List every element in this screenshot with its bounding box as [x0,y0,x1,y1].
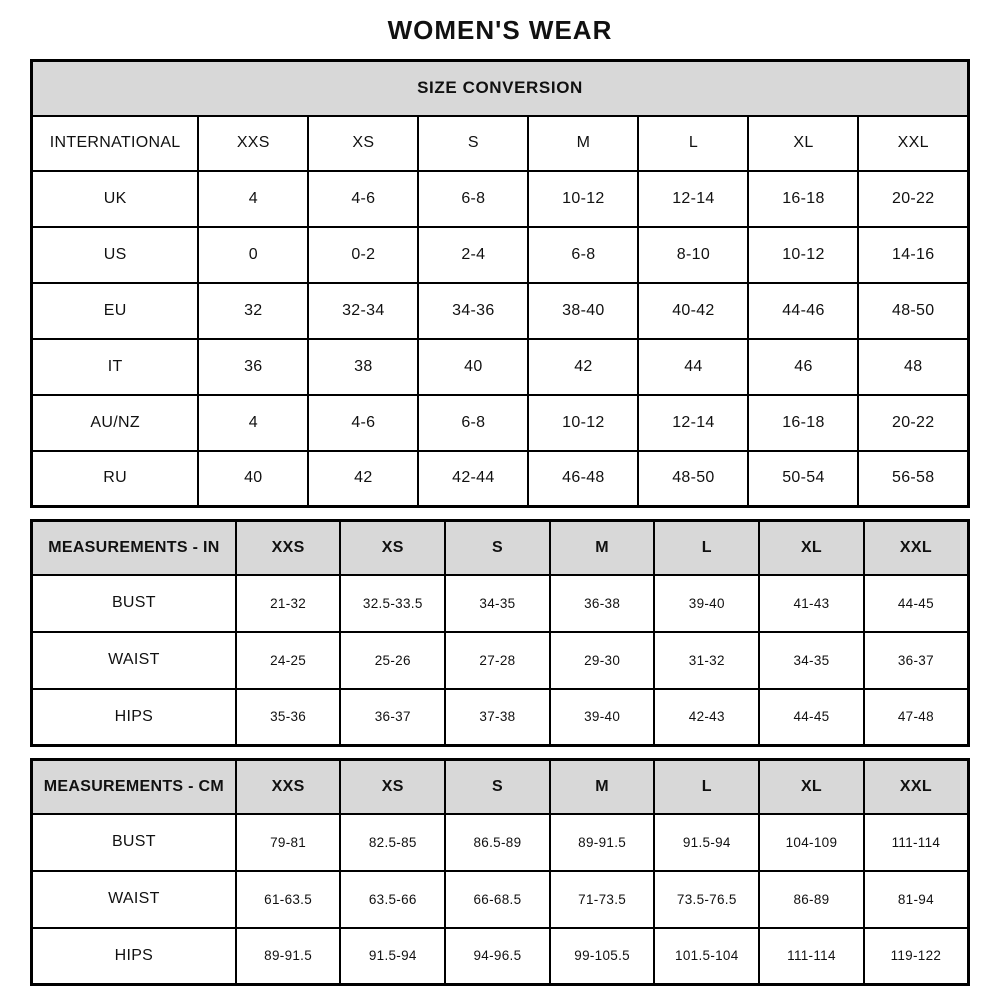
column-header-xxs: XXS [236,760,341,814]
column-header-m: M [550,521,655,575]
table-row-it [32,339,969,395]
value-cell: 21-32 [236,575,341,632]
value-cell: 42 [308,451,418,507]
value-cell: 14-16 [858,227,968,283]
value-cell: 4-6 [308,171,418,227]
row-label-ru: RU [32,451,199,507]
row-label-it: IT [32,339,199,395]
value-cell: 47-48 [864,689,969,746]
value-cell: 73.5-76.5 [654,871,759,928]
value-cell: 20-22 [858,395,968,451]
value-cell: 10-12 [748,227,858,283]
column-header-s: S [445,521,550,575]
column-header-xxs: XXS [236,521,341,575]
value-cell: 32 [198,283,308,339]
value-cell: 40 [418,339,528,395]
column-header-international: INTERNATIONAL [32,116,199,171]
value-cell: 44-45 [759,689,864,746]
value-cell: 34-36 [418,283,528,339]
value-cell: 32-34 [308,283,418,339]
column-header-l: L [654,760,759,814]
value-cell: 24-25 [236,632,341,689]
value-cell: 16-18 [748,395,858,451]
column-header-s: S [445,760,550,814]
column-header-xs: XS [308,116,418,171]
value-cell: 37-38 [445,689,550,746]
value-cell: 48-50 [638,451,748,507]
value-cell: 29-30 [550,632,655,689]
value-cell: 10-12 [528,171,638,227]
value-cell: 81-94 [864,871,969,928]
value-cell: 99-105.5 [550,928,655,985]
table-row-uk [32,171,969,227]
value-cell: 39-40 [550,689,655,746]
value-cell: 16-18 [748,171,858,227]
value-cell: 89-91.5 [236,928,341,985]
row-label-bust: BUST [32,575,236,632]
value-cell: 36-37 [864,632,969,689]
value-cell: 36-37 [340,689,445,746]
table-gap [30,508,970,519]
value-cell: 40 [198,451,308,507]
column-header-xl: XL [759,521,864,575]
value-cell: 27-28 [445,632,550,689]
measurements-in-table [30,519,970,747]
value-cell: 44-45 [864,575,969,632]
column-header-measurements-cm: MEASUREMENTS - CM [32,760,236,814]
value-cell: 6-8 [418,171,528,227]
size-conversion-body [32,171,969,507]
column-header-xxl: XXL [864,521,969,575]
value-cell: 36-38 [550,575,655,632]
value-cell: 89-91.5 [550,814,655,871]
value-cell: 94-96.5 [445,928,550,985]
table-row-hips [32,689,969,746]
table-row-bust [32,575,969,632]
value-cell: 38 [308,339,418,395]
column-header-l: L [654,521,759,575]
value-cell: 119-122 [864,928,969,985]
value-cell: 46-48 [528,451,638,507]
value-cell: 34-35 [759,632,864,689]
column-header-xs: XS [340,521,445,575]
value-cell: 91.5-94 [654,814,759,871]
value-cell: 104-109 [759,814,864,871]
column-header-xxl: XXL [858,116,968,171]
row-label-au-nz: AU/NZ [32,395,199,451]
size-conversion-header-row [32,116,969,171]
value-cell: 42 [528,339,638,395]
value-cell: 86.5-89 [445,814,550,871]
row-label-eu: EU [32,283,199,339]
row-label-waist: WAIST [32,871,236,928]
value-cell: 36 [198,339,308,395]
value-cell: 61-63.5 [236,871,341,928]
value-cell: 44 [638,339,748,395]
row-label-waist: WAIST [32,632,236,689]
value-cell: 42-44 [418,451,528,507]
value-cell: 38-40 [528,283,638,339]
value-cell: 82.5-85 [340,814,445,871]
value-cell: 25-26 [340,632,445,689]
value-cell: 86-89 [759,871,864,928]
value-cell: 111-114 [864,814,969,871]
size-conversion-banner-row [32,61,969,116]
value-cell: 71-73.5 [550,871,655,928]
column-header-l: L [638,116,748,171]
value-cell: 41-43 [759,575,864,632]
page-title: WOMEN'S WEAR [387,15,613,45]
table-row-ru [32,451,969,507]
value-cell: 48-50 [858,283,968,339]
value-cell: 4-6 [308,395,418,451]
value-cell: 101.5-104 [654,928,759,985]
value-cell: 35-36 [236,689,341,746]
size-conversion-banner: SIZE CONVERSION [32,61,969,116]
value-cell: 56-58 [858,451,968,507]
column-header-measurements-in: MEASUREMENTS - IN [32,521,236,575]
value-cell: 8-10 [638,227,748,283]
value-cell: 10-12 [528,395,638,451]
table-row-waist [32,632,969,689]
value-cell: 66-68.5 [445,871,550,928]
row-label-bust: BUST [32,814,236,871]
value-cell: 50-54 [748,451,858,507]
column-header-xxl: XXL [864,760,969,814]
value-cell: 20-22 [858,171,968,227]
value-cell: 6-8 [418,395,528,451]
value-cell: 4 [198,395,308,451]
table-row-au-nz [32,395,969,451]
value-cell: 42-43 [654,689,759,746]
column-header-m: M [550,760,655,814]
value-cell: 2-4 [418,227,528,283]
value-cell: 34-35 [445,575,550,632]
row-label-us: US [32,227,199,283]
table-row-us [32,227,969,283]
measurements-cm-body [32,814,969,985]
value-cell: 40-42 [638,283,748,339]
measurements-in-header-row [32,521,969,575]
value-cell: 0 [198,227,308,283]
column-header-xxs: XXS [198,116,308,171]
row-label-uk: UK [32,171,199,227]
value-cell: 63.5-66 [340,871,445,928]
value-cell: 44-46 [748,283,858,339]
value-cell: 48 [858,339,968,395]
value-cell: 32.5-33.5 [340,575,445,632]
table-gap [30,747,970,758]
column-header-s: S [418,116,528,171]
column-header-m: M [528,116,638,171]
column-header-xl: XL [759,760,864,814]
value-cell: 46 [748,339,858,395]
value-cell: 111-114 [759,928,864,985]
column-header-xl: XL [748,116,858,171]
value-cell: 0-2 [308,227,418,283]
table-row-eu [32,283,969,339]
value-cell: 91.5-94 [340,928,445,985]
measurements-cm-header-row [32,760,969,814]
size-conversion-table [30,59,970,508]
value-cell: 12-14 [638,395,748,451]
table-row-hips [32,928,969,985]
value-cell: 39-40 [654,575,759,632]
column-header-xs: XS [340,760,445,814]
row-label-hips: HIPS [32,928,236,985]
row-label-hips: HIPS [32,689,236,746]
table-row-bust [32,814,969,871]
measurements-cm-table [30,758,970,986]
value-cell: 12-14 [638,171,748,227]
value-cell: 6-8 [528,227,638,283]
table-row-waist [32,871,969,928]
value-cell: 4 [198,171,308,227]
measurements-in-body [32,575,969,746]
value-cell: 31-32 [654,632,759,689]
value-cell: 79-81 [236,814,341,871]
